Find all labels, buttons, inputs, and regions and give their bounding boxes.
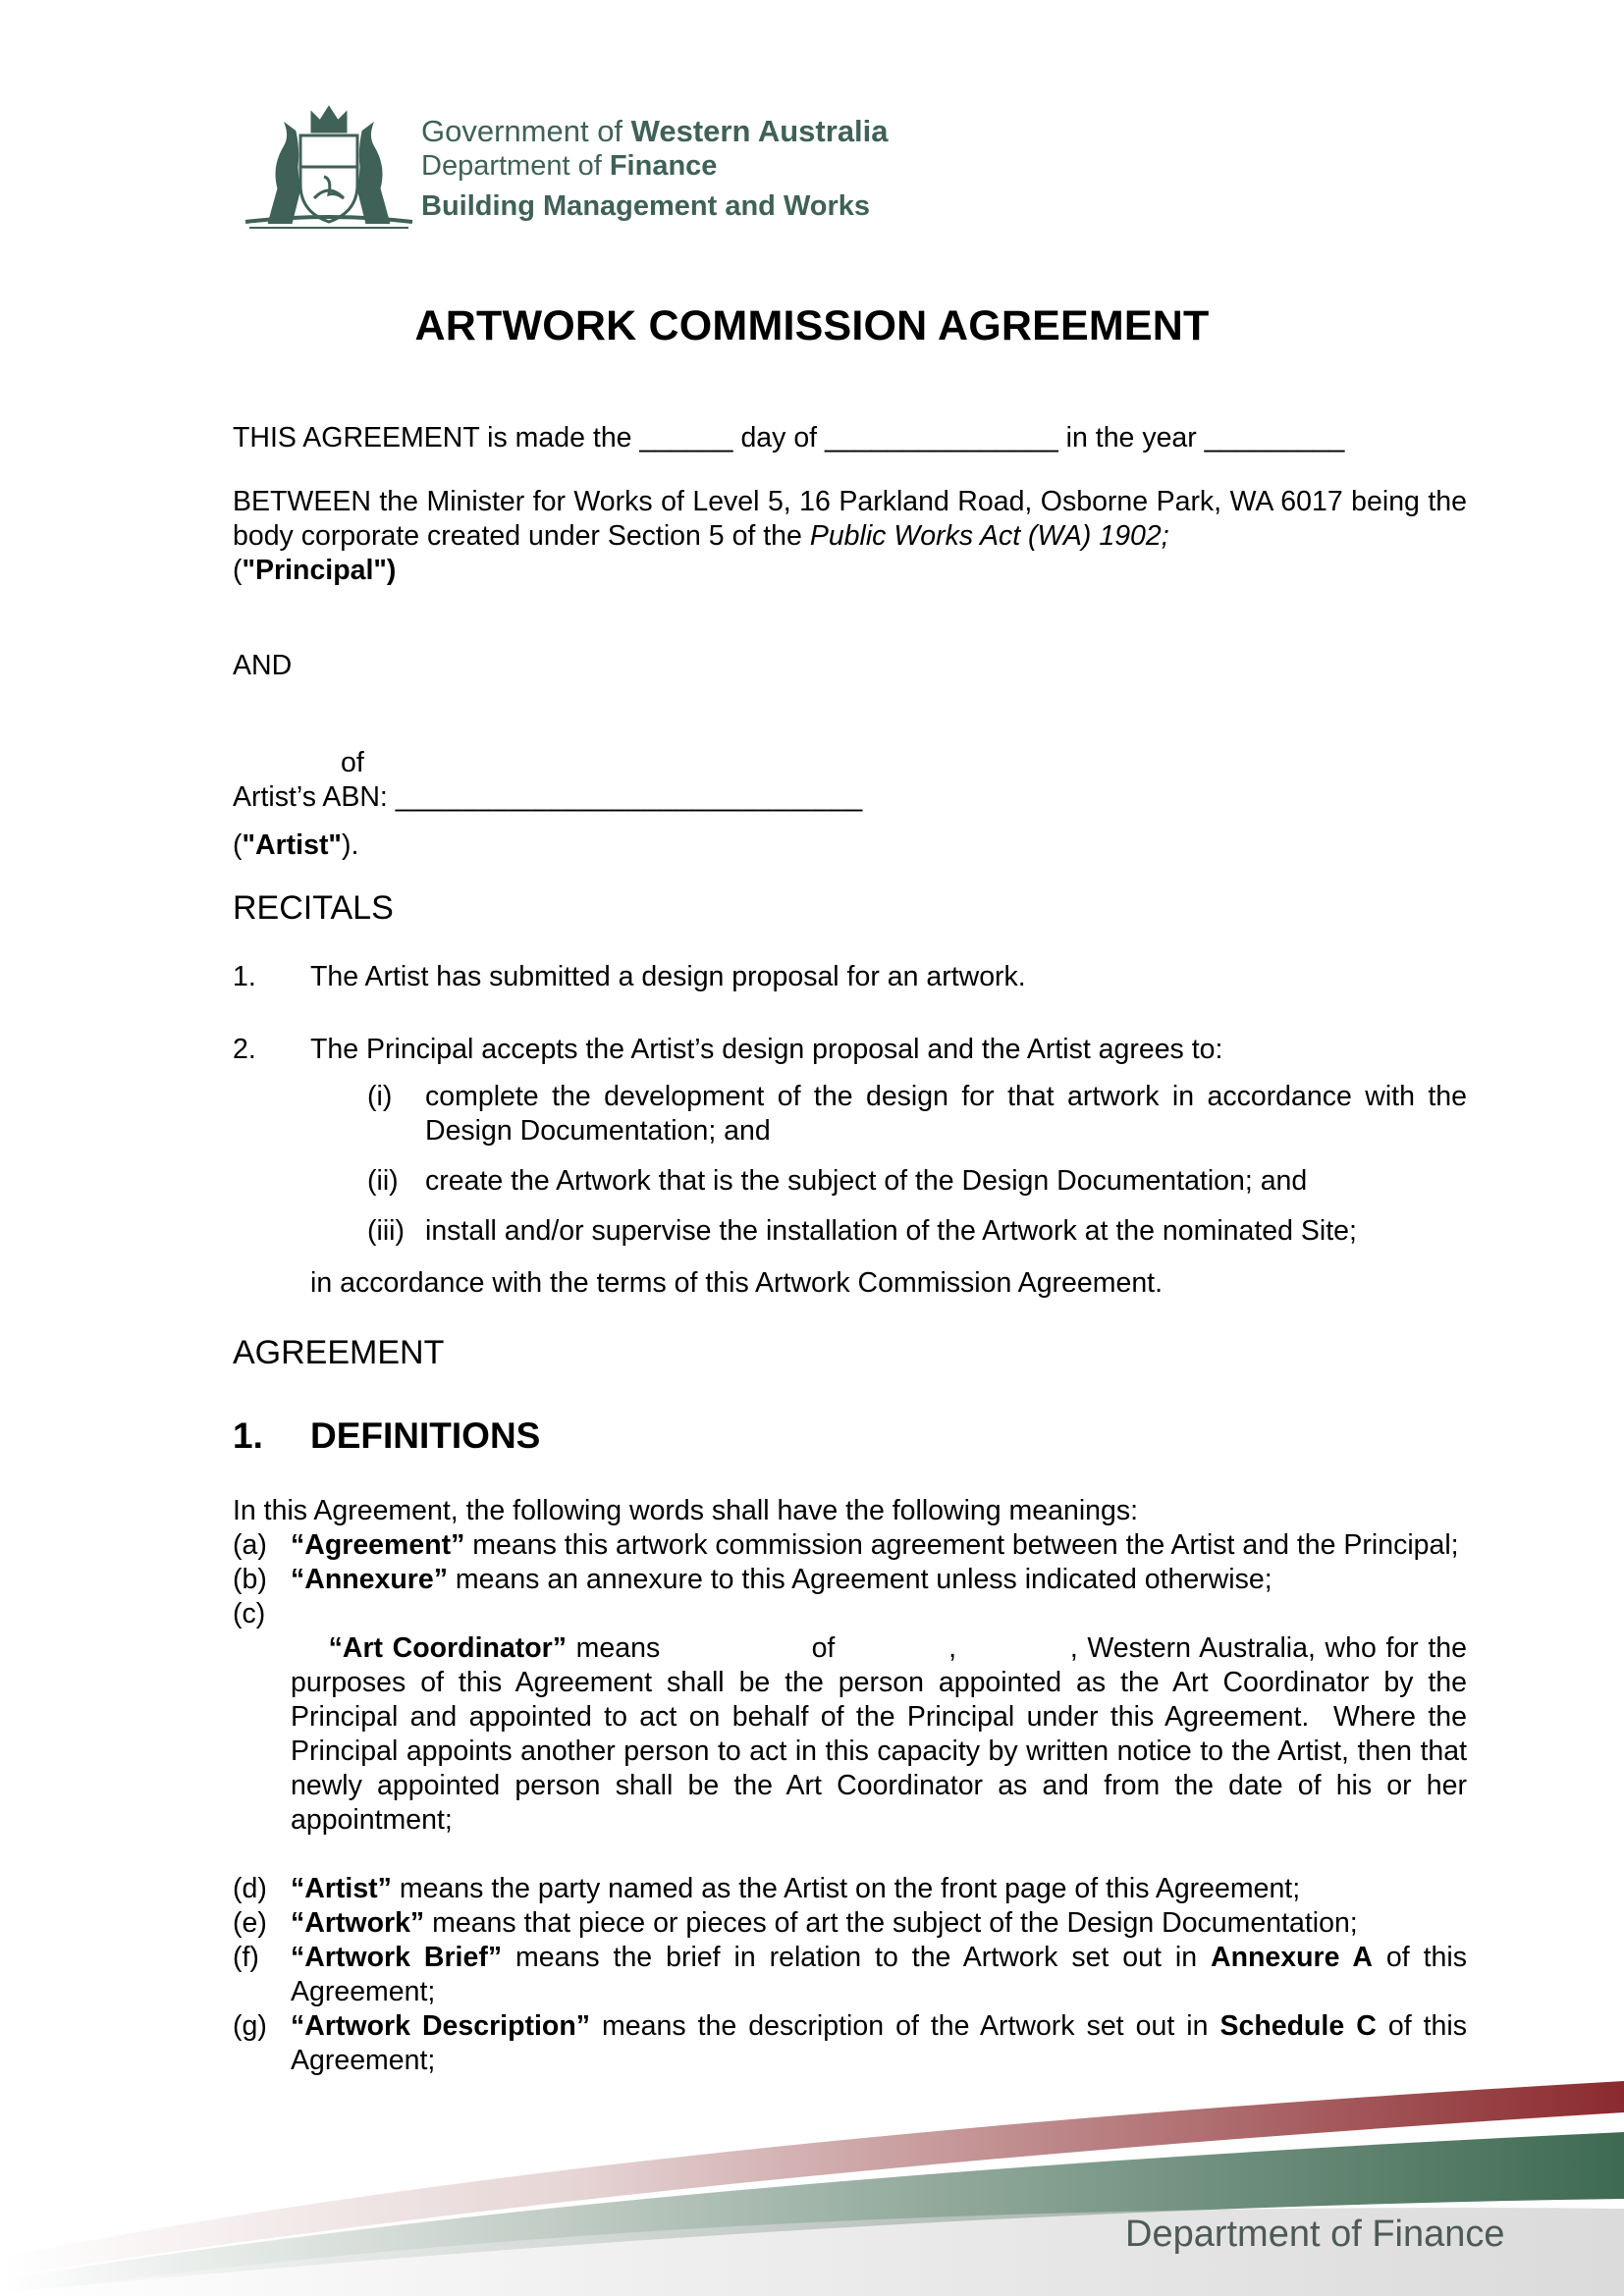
wa-coat-of-arms-icon	[242, 98, 416, 232]
definition-term: “Agreement”	[291, 1529, 465, 1561]
letterhead-text	[421, 114, 889, 224]
agreement-date-line	[233, 421, 1467, 455]
principal-label: "Principal")	[242, 555, 397, 586]
department-prefix: Department of	[421, 150, 610, 182]
recital-sub-i	[233, 1080, 1467, 1148]
artist-party	[233, 746, 1467, 815]
definition-letter: (a)	[233, 1529, 267, 1561]
department-name: Finance	[609, 150, 718, 182]
artist-abn-line: Artist’s ABN: ______________________________	[233, 781, 863, 813]
sub-item-number: (i)	[367, 1081, 393, 1112]
annexure-reference: Annexure A	[1211, 1942, 1373, 1973]
principal-party	[233, 485, 1467, 588]
artist-of-line: of	[341, 747, 364, 778]
definition-letter: (d)	[233, 1873, 267, 1904]
definitions-intro: In this Agreement, the following words shall have the following meanings:	[233, 1495, 1139, 1526]
sub-item-text: complete the development of the design for that artwork in accordance with the Design Documentation; and	[425, 1081, 1467, 1147]
definition-letter: (g)	[233, 2010, 267, 2042]
definition-text: means the brief in relation to the Artwork set out in	[502, 1942, 1212, 1973]
definition-letter: (f)	[233, 1942, 259, 1973]
definition-term: “Artist”	[291, 1873, 392, 1904]
list-item	[233, 960, 1467, 994]
division-line: Building Management and Works	[421, 190, 871, 222]
recital-sub-ii	[233, 1164, 1467, 1199]
definition-letter: (e)	[233, 1907, 267, 1939]
principal-open-paren: (	[233, 555, 243, 586]
sub-item-text: install and/or supervise the installation of the Artwork at the nominated Site;	[425, 1215, 1357, 1247]
recital-2	[233, 1033, 1467, 1067]
list-item	[233, 1214, 1467, 1249]
public-works-act-ref: Public Works Act (WA) 1902;	[809, 520, 1169, 552]
definition-item	[233, 1597, 1475, 1872]
footer-wave-decoration	[0, 2052, 1624, 2296]
recital-1	[233, 960, 1467, 994]
schedule-reference: Schedule C	[1219, 2010, 1377, 2042]
definition-tail: of this Agreement;	[291, 1942, 1467, 2007]
definition-letter: (c)	[233, 1598, 266, 1629]
department-line	[421, 149, 889, 183]
artist-open-paren: (	[233, 829, 243, 861]
between-text: BETWEEN the Minister for Works of Level 5, 16 Parkland Road, Osborne Park, WA 6017 being the body corporate created under Section 5 of the	[233, 486, 1467, 552]
document-title: ARTWORK COMMISSION AGREEMENT	[414, 302, 1210, 349]
definition-text: means an annexure to this Agreement unless indicated otherwise;	[447, 1564, 1272, 1595]
list-item	[233, 1164, 1467, 1199]
definition-item	[233, 1906, 1467, 1941]
definition-item	[233, 1941, 1467, 2009]
definitions-heading	[233, 1415, 1467, 1458]
definition-text: means of , , Western Australia, who for the purposes of this Agreement shall be the person appointed as the Art Coordinator by the Principal and appointed to act on behalf of the Principal under this Agreement. Where the Principal appoints another person to act in this capacity by written notice to the Artist, then that newly appointed person shall be the Art Coordinator as and from the date of his or her appointment;	[291, 1632, 1475, 1836]
definition-item	[233, 1563, 1467, 1597]
definition-tail: of this Agreement;	[291, 2010, 1467, 2076]
recital-number: 1.	[233, 961, 256, 992]
recitals-heading: RECITALS	[233, 889, 394, 927]
section-title: DEFINITIONS	[310, 1415, 541, 1456]
sub-item-number: (ii)	[367, 1165, 399, 1197]
sub-item-text: create the Artwork that is the subject of the Design Documentation; and	[425, 1165, 1308, 1197]
section-number: 1.	[233, 1415, 263, 1456]
definition-letter: (b)	[233, 1564, 267, 1595]
list-item	[233, 1080, 1467, 1148]
and-line	[233, 649, 1467, 683]
made-on-line: THIS AGREEMENT is made the ______ day of _______________ in the year _________	[233, 422, 1345, 454]
definition-text: means this artwork commission agreement between the Artist and the Principal;	[464, 1529, 1459, 1561]
recital-text: The Artist has submitted a design proposal for an artwork.	[310, 961, 1026, 992]
artist-label: "Artist"	[242, 829, 342, 861]
recital-sub-iii	[233, 1214, 1467, 1249]
definitions-list	[233, 1494, 1475, 2078]
artist-label-paragraph	[233, 828, 1467, 863]
definition-term: “Artwork”	[291, 1907, 425, 1939]
artist-label-line	[233, 828, 1467, 863]
definition-term: “Art Coordinator”	[328, 1632, 567, 1664]
recital-text: The Principal accepts the Artist’s design proposal and the Artist agrees to:	[310, 1034, 1223, 1065]
government-line	[421, 114, 889, 149]
definition-text: means the party named as the Artist on the front page of this Agreement;	[391, 1873, 1301, 1904]
government-prefix: Government of	[421, 114, 631, 148]
definition-term: “Artwork Brief”	[291, 1942, 503, 1973]
recital-closing: in accordance with the terms of this Artwork Commission Agreement.	[310, 1267, 1164, 1299]
government-name: Western Australia	[630, 114, 889, 148]
definition-term: “Artwork Description”	[291, 2010, 590, 2042]
principal-label-line	[233, 554, 1467, 588]
definition-text: means the description of the Artwork set out in	[590, 2010, 1220, 2042]
definition-item	[233, 1528, 1467, 1563]
definition-term: “Annexure”	[291, 1564, 448, 1595]
definition-item	[233, 1872, 1467, 1906]
footer-department: Department of Finance	[1125, 2214, 1505, 2255]
list-item	[233, 1033, 1467, 1067]
sub-item-number: (iii)	[367, 1215, 405, 1247]
and-text: AND	[233, 650, 293, 681]
recital-number: 2.	[233, 1034, 256, 1065]
agreement-heading: AGREEMENT	[233, 1334, 445, 1371]
between-clause	[233, 485, 1467, 554]
artist-close-paren: ).	[341, 829, 359, 861]
definition-text: means that piece or pieces of art the subject of the Design Documentation;	[424, 1907, 1358, 1939]
